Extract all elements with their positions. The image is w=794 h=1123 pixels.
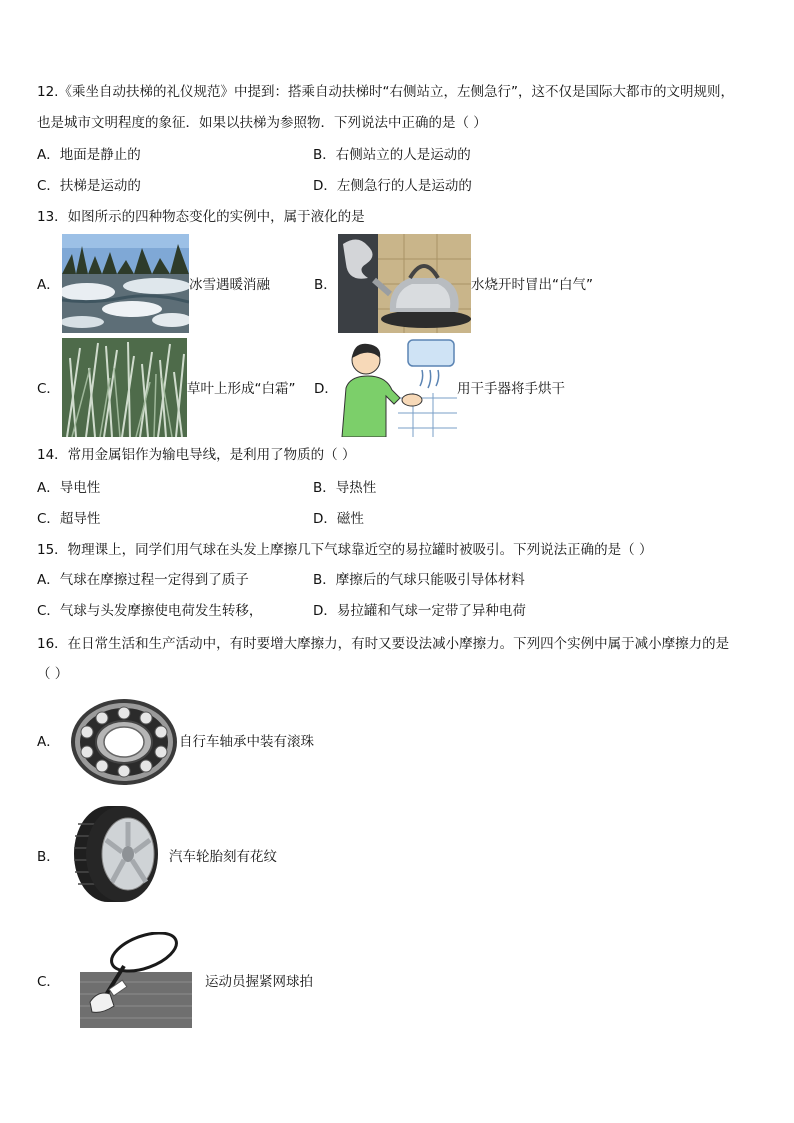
q16-option-c-letter: C． <box>37 974 60 990</box>
q13-stem: 13．如图所示的四种物态变化的实例中，属于液化的是 <box>37 209 365 225</box>
frosted-grass-photo <box>62 338 187 437</box>
tennis-racket-photo <box>80 932 192 1028</box>
q13-option-c-caption: 草叶上形成“白霜” <box>187 381 296 397</box>
q13-option-b-caption: 水烧开时冒出“白气” <box>471 277 593 293</box>
car-tire-photo <box>70 804 160 904</box>
q13-option-a-caption: 冰雪遇暖消融 <box>189 277 270 293</box>
q13-option-a-letter: A． <box>37 277 60 293</box>
q15-option-d: D．易拉罐和气球一定带了异种电荷 <box>313 603 526 619</box>
q12-option-a: A．地面是静止的 <box>37 147 141 163</box>
q13-option-b-letter: B． <box>314 277 337 293</box>
q12-option-b: B．右侧站立的人是运动的 <box>313 147 471 163</box>
q13-option-d-letter: D． <box>314 381 338 397</box>
boiling-kettle-photo <box>338 234 471 333</box>
q14-option-d: D．磁性 <box>313 511 364 527</box>
q16-option-b-caption: 汽车轮胎刻有花纹 <box>169 849 277 865</box>
q16-option-a-caption: 自行车轴承中装有滚珠 <box>179 734 314 750</box>
q12-stem-line1: 12.《乘坐自动扶梯的礼仪规范》中提到：搭乘自动扶梯时“右侧站立，左侧急行”，这不仅是国际大都市的文明规则， <box>37 84 734 100</box>
q16-stem-line2: （ ） <box>37 666 69 682</box>
q13-option-c-letter: C． <box>37 381 60 397</box>
q15-option-c: C．气球与头发摩擦使电荷发生转移， <box>37 603 263 619</box>
q15-stem: 15．物理课上，同学们用气球在头发上摩擦几下气球靠近空的易拉罐时被吸引。下列说法正确的是（ ） <box>37 542 653 558</box>
q12-option-c: C．扶梯是运动的 <box>37 178 141 194</box>
ball-bearing-photo <box>70 698 178 786</box>
q12-option-d: D．左侧急行的人是运动的 <box>313 178 472 194</box>
q14-stem: 14．常用金属铝作为输电导线，是利用了物质的（ ） <box>37 447 356 463</box>
melting-snow-river-photo <box>62 234 189 333</box>
q12-stem-line2: 也是城市文明程度的象征．如果以扶梯为参照物．下列说法中正确的是（ ） <box>37 115 487 131</box>
q15-option-b: B．摩擦后的气球只能吸引导体材料 <box>313 572 525 588</box>
hand-dryer-illustration <box>338 338 457 437</box>
q16-option-b-letter: B． <box>37 849 60 865</box>
q14-option-b: B．导热性 <box>313 480 377 496</box>
q16-option-a-letter: A． <box>37 734 60 750</box>
q13-option-d-caption: 用干手器将手烘干 <box>457 381 565 397</box>
q16-stem-line1: 16．在日常生活和生产活动中，有时要增大摩擦力，有时又要设法减小摩擦力。下列四个实例中属于减小摩擦力的是 <box>37 636 730 652</box>
q14-option-c: C．超导性 <box>37 511 101 527</box>
q15-option-a: A．气球在摩擦过程一定得到了质子 <box>37 572 249 588</box>
q16-option-c-caption: 运动员握紧网球拍 <box>205 974 313 990</box>
q14-option-a: A．导电性 <box>37 480 101 496</box>
